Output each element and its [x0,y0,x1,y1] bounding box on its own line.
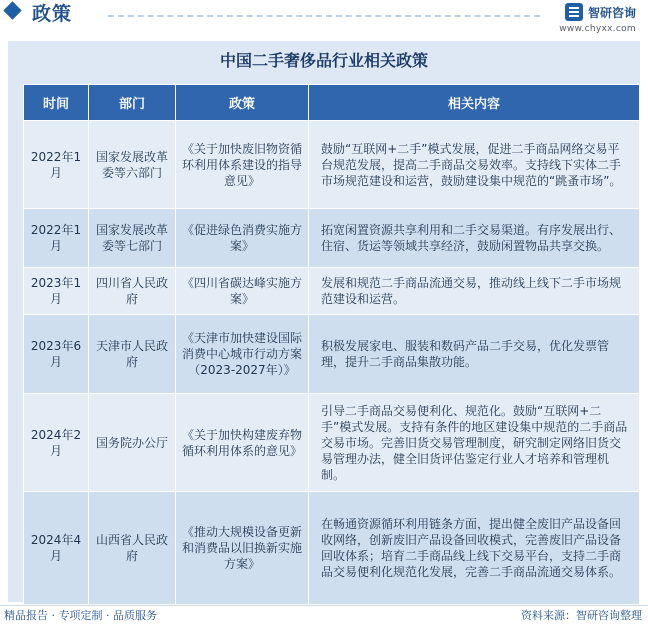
cell-time: 2024年2月 [24,394,89,492]
footer-source: 资料来源：智研咨询整理 [521,609,642,622]
cell-content: 在畅通资源循环利用链条方面，提出健全废旧产品设备回收网络，创新废旧产品设备回收模式，完善废旧产品设备回收体系；培育二手商品线上线下交易平台，支持二手商品交易便利化规范化发展，完善二手商品流通交易体系。 [309,492,640,605]
cell-content: 拓宽闲置资源共享利用和二手交易渠道。有序发展出行、住宿、货运等领域共享经济，鼓励闲置物品共享交换。 [309,209,640,268]
cell-dept: 天津市人民政府 [89,315,176,394]
footer-divider [0,605,648,606]
cell-content: 积极发展家电、服装和数码产品二手交易，优化发票管理，提升二手商品集散功能。 [309,315,640,394]
cell-policy: 《天津市加快建设国际消费中心城市行动方案（2023-2027年）》 [176,315,309,394]
table-row [24,492,640,605]
footer [0,605,648,626]
table-row [24,394,640,492]
column-header-policy: 政策 [176,85,309,121]
logo-icon [565,3,583,21]
brand-name: 智研咨询 [587,5,636,20]
cell-content: 发展和规范二手商品流通交易，推动线上线下二手市场规范建设和运营。 [309,268,640,315]
column-header-content: 相关内容 [309,85,640,121]
policy-table [23,84,640,605]
table-row [24,268,640,315]
brand-url: www.chyxx.com [559,24,636,34]
cell-policy: 《关于加快废旧物资循环利用体系建设的指导意见》 [176,121,309,209]
cell-time: 2024年4月 [24,492,89,605]
cell-policy: 《关于加快构建废弃物循环利用体系的意见》 [176,394,309,492]
cell-policy: 《促进绿色消费实施方案》 [176,209,309,268]
cell-time: 2023年6月 [24,315,89,394]
header [0,0,648,34]
cell-dept: 山西省人民政府 [89,492,176,605]
cell-time: 2023年1月 [24,268,89,315]
table-header-row [24,85,640,121]
table-row [24,315,640,394]
cell-policy: 《推动大规模设备更新和消费品以旧换新实施方案》 [176,492,309,605]
cell-dept: 国务院办公厅 [89,394,176,492]
cell-dept: 国家发展改革委等七部门 [89,209,176,268]
divider [108,15,540,17]
table-row [24,121,640,209]
cell-time: 2022年1月 [24,209,89,268]
table-title: 中国二手奢侈品行业相关政策 [219,51,428,70]
cell-time: 2022年1月 [24,121,89,209]
section-title: 政策 [32,3,73,25]
column-header-dept: 部门 [89,85,176,121]
brand-logo [565,2,636,22]
column-header-time: 时间 [24,85,89,121]
table-row [24,209,640,268]
cell-dept: 国家发展改革委等六部门 [89,121,176,209]
cell-content: 引导二手商品交易便利化、规范化。鼓励“互联网+二手”模式发展。支持有条件的地区建设集中规范的二手商品交易市场。完善旧货交易管理制度，研究制定网络旧货交易管理办法，健全旧货评估鉴定行业人才培养和管理机制。 [309,394,640,492]
cell-policy: 《四川省碳达峰实施方案》 [176,268,309,315]
footer-tagline: 精品报告 · 专项定制 · 品质服务 [4,609,157,622]
cell-content: 鼓励“互联网+二手”模式发展，促进二手商品网络交易平台规范发展，提高二手商品交易效率。支持线下实体二手市场规范建设和运营，鼓励建设集中规范的“跳蚤市场”。 [309,121,640,209]
diamond-icon [3,1,21,19]
cell-dept: 四川省人民政府 [89,268,176,315]
